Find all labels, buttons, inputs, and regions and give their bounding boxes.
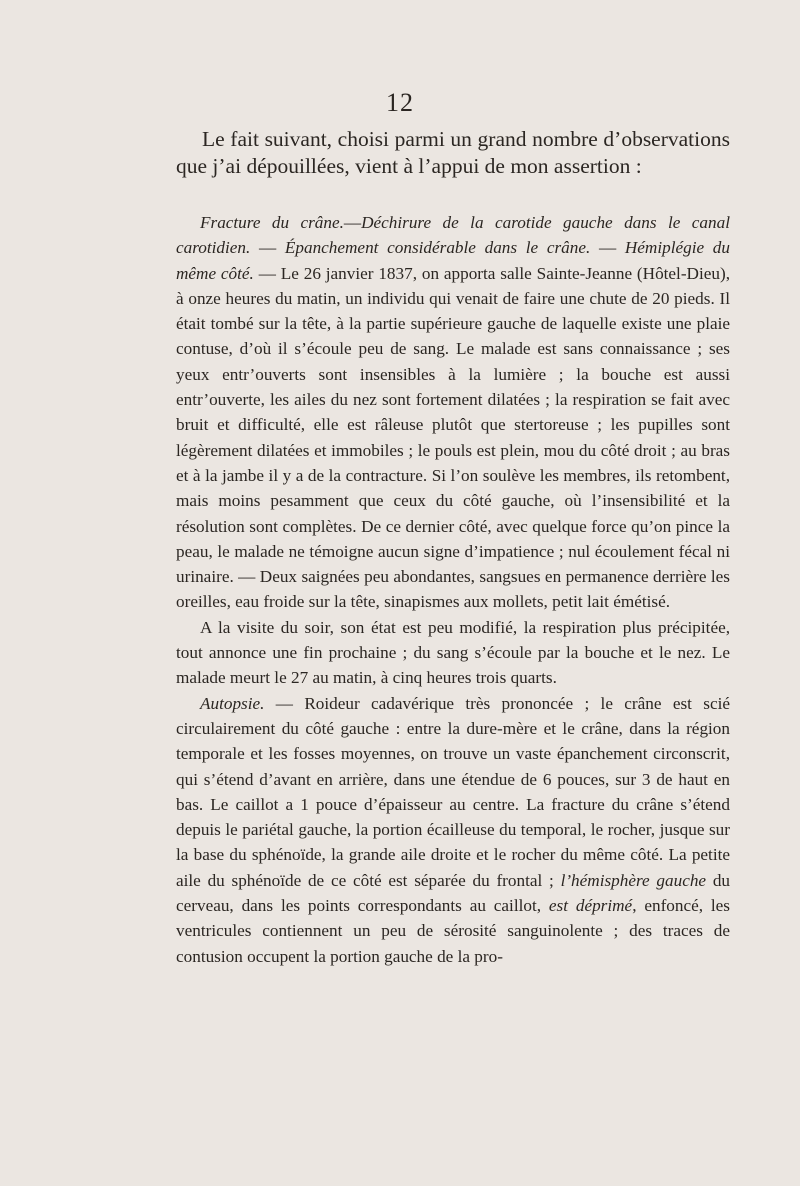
evening-paragraph: A la visite du soir, son état est peu modifié, la respiration plus précipitée, tout annonce une fin prochaine ; du sang s’écoule par la bouche et le nez. Le malade meurt le 27 au matin, à cinq heures trois quarts.: [176, 617, 730, 688]
autopsy-emphasis-depressed: est déprimé: [548, 896, 633, 916]
intro-text: Le fait suivant, choisi parmi un grand nombre d’observations que j’ai dépouillées, vient à l’appui de mon assertion :: [176, 127, 730, 178]
case-title-separator: —: [343, 213, 362, 232]
page-number: 12: [386, 88, 414, 117]
autopsy-text: , enfoncé, les ventricules contiennent un peu de sérosité sanguinolente ; des traces de contusion occupent la portion gauche de la pro-: [176, 896, 730, 966]
autopsy-emphasis-hemisphere: l’hémisphère gauche: [560, 870, 707, 890]
autopsy-paragraph: [176, 691, 730, 969]
case-title-separator: —: [590, 238, 625, 258]
case-title-fracture: Fracture du crâne.: [200, 213, 344, 232]
case-title-hemiplegia: Hémiplégie du même côté.: [176, 238, 730, 283]
case-report: [176, 210, 730, 969]
autopsy-label: Autopsie.: [200, 693, 265, 713]
autopsy-text: — Roideur cadavérique très prononcée ; le crâne est scié circulairement du côté gauche : entre la dure-mère et le crâne, dans la région temporale et les fosses moyennes, on trouve un vaste épanchement circonscrit, qui s’étend d’avant en arrière, dans une étendue de 6 pouces, sur 3 de haut en bas. Le caillot a 1 pouce d’épaisseur au centre. La fracture du crâne s’étend depuis le pariétal gauche, la portion écailleuse du temporal, le rocher, jusque sur la base du sphénoïde, la grande aile droite et le rocher du même côté. La petite aile du sphénoïde de ce côté est séparée du frontal ;: [176, 693, 730, 890]
case-paragraph: [176, 210, 730, 615]
autopsy-text: du cerveau, dans les points correspondants au caillot,: [176, 870, 731, 916]
intro-paragraph: [176, 126, 730, 180]
case-title-separator: —: [250, 238, 285, 258]
case-title-carotid: Déchirure de la carotide gauche dans le canal carotidien.: [176, 213, 730, 258]
case-text: — Le 26 janvier 1837, on apporta salle Sainte-Jeanne (Hôtel-Dieu), à onze heures du matin, un individu qui venait de faire une chute de 20 pieds. Il était tombé sur la tête, à la partie supérieure gauche de laquelle existe une plaie contuse, d’où il s’écoule peu de sang. Le malade est sans connaissance ; ses yeux entr’ouverts sont insensibles à la lumière ; la bouche est aussi entr’ouverte, les ailes du nez sont fortement dilatées ; la respiration se fait avec bruit et difficulté, elle est râleuse plutôt que stertoreuse ; les pupilles sont légèrement dilatées et immobiles ; le pouls est plein, mou du côté droit ; au bras et à la jambe il y a de la contracture. Si l’on soulève les membres, ils retombent, mais moins pesamment que ceux du côté gauche, où l’insensibilité et la résolution sont complètes. De ce dernier côté, avec quelque force qu’on pince la peau, le malade ne témoigne aucun signe d’impatience ; nul écoulement fécal ni urinaire. — Deux saignées peu abondantes, sangsues en permanence derrière les oreilles, eau froide sur la tête, sinapismes aux mollets, petit lait émétisé.: [176, 263, 730, 612]
case-title-effusion: Épanchement considérable dans le crâne.: [284, 238, 591, 258]
